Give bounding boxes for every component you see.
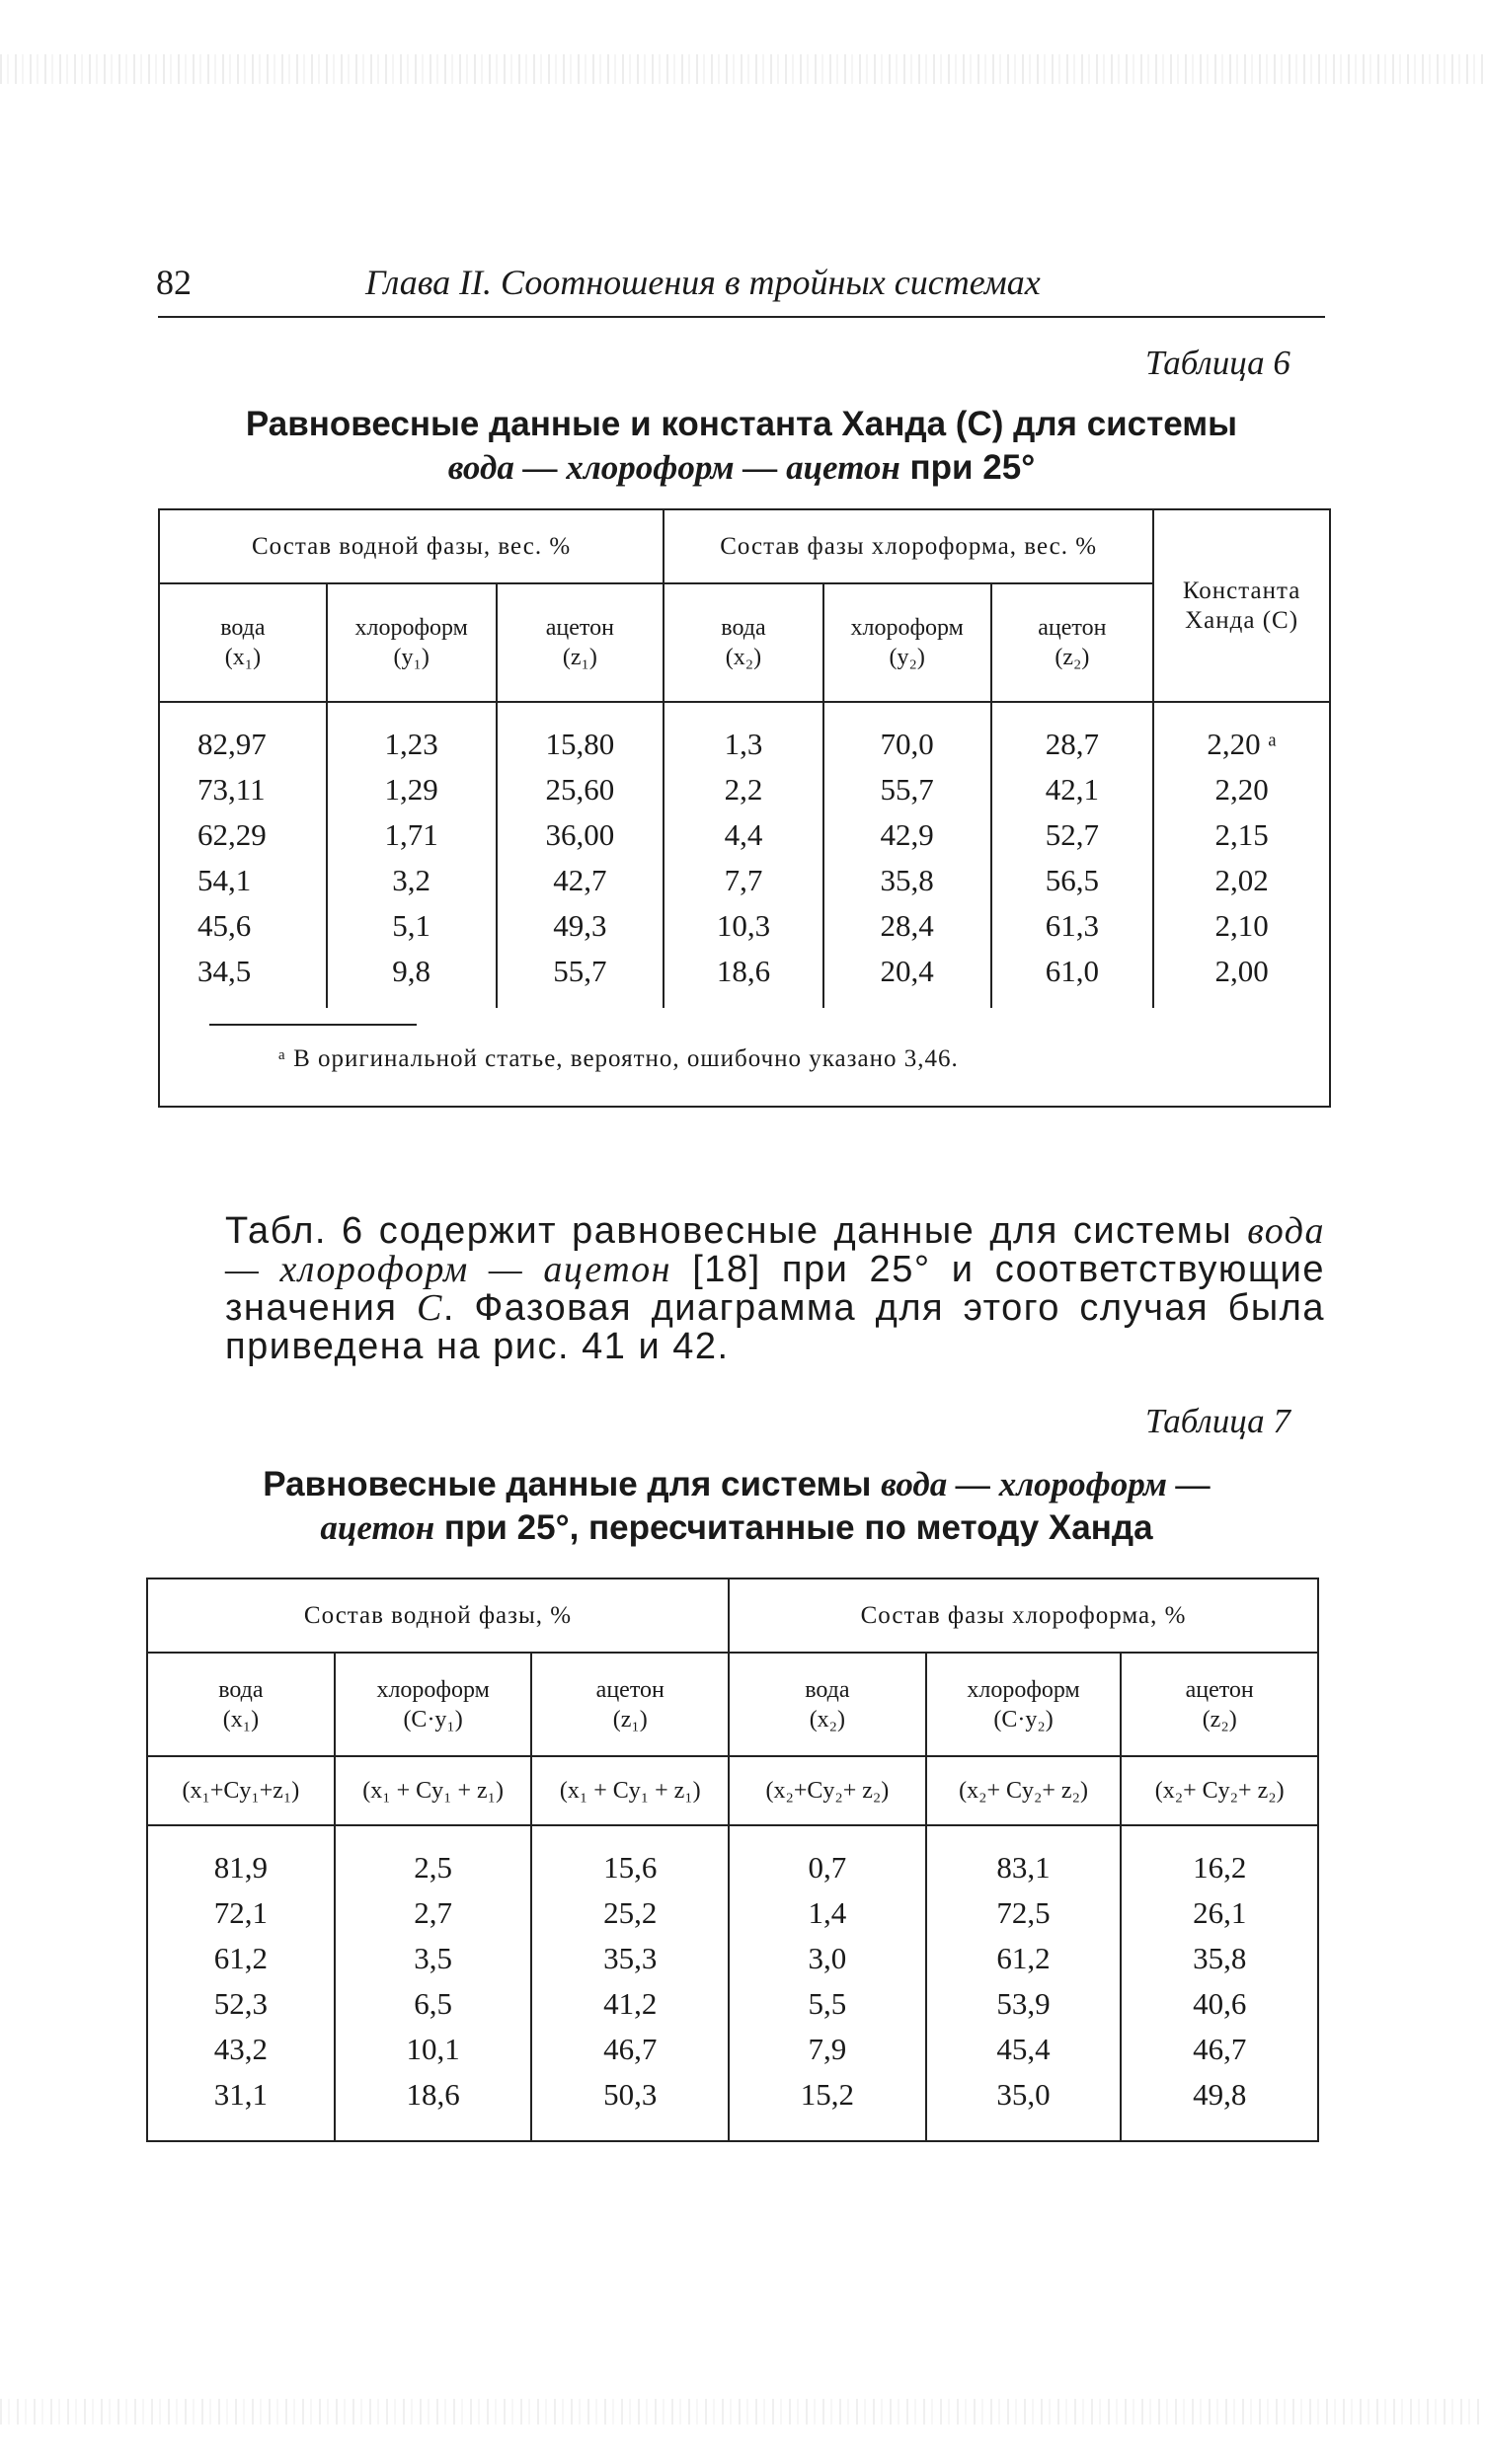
table-row (159, 812, 1330, 858)
table7-title-line2 (148, 1506, 1325, 1550)
table-row (159, 949, 1330, 994)
t7-col-sym: (z₂) (1202, 1706, 1237, 1732)
table-row (147, 2072, 1318, 2118)
t7-col-header (531, 1653, 729, 1756)
t6-cell: 36,00 (497, 812, 664, 858)
t7-col-name: хлороформ (967, 1676, 1080, 1703)
body-paragraph (225, 1212, 1325, 1366)
t6-cell: 82,97 (159, 722, 327, 767)
t6-col-header (664, 583, 823, 702)
t7-cell: 46,7 (1121, 2027, 1318, 2072)
t6-col-name: вода (220, 615, 266, 641)
para-part3: . Фазовая диаграмма для этого случая была приведена на рис. 41 и 42. (225, 1287, 1325, 1367)
table6-title (158, 403, 1325, 490)
t7-cell: 25,2 (531, 1890, 729, 1936)
t7-cell: 31,1 (147, 2072, 335, 2118)
t7-cell: 1,4 (729, 1890, 926, 1936)
scan-noise-top (0, 54, 1485, 84)
t6-cell: 62,29 (159, 812, 327, 858)
t7-title-rest: при 25°, пересчитанные по методу Ханда (434, 1508, 1153, 1547)
t7-cell: 72,5 (926, 1890, 1122, 1936)
table7-label: Таблица 7 (1145, 1402, 1290, 1440)
t7-col-sym: (x₂) (809, 1706, 846, 1732)
t7-cell: 46,7 (531, 2027, 729, 2072)
t6-col-sym: (z₂) (1055, 645, 1090, 670)
t6-col-name: ацетон (545, 615, 614, 641)
t6-col-sym: (x₁) (224, 645, 262, 670)
t7-cell: 2,7 (335, 1890, 532, 1936)
table-row (159, 722, 1330, 767)
t7-col-name: вода (805, 1676, 850, 1703)
t6-cell: 1,29 (327, 767, 497, 812)
t6-cell: 2,20 ᵃ (1153, 722, 1330, 767)
t6-col-sym: (z₁) (562, 645, 597, 670)
t6-cell: 49,3 (497, 903, 664, 949)
t7-cell: 52,3 (147, 1981, 335, 2027)
t7-col-header (729, 1653, 926, 1756)
t7-col-denominator: (x₂+Cy₂+ z₂) (729, 1756, 926, 1825)
t7-cell: 35,0 (926, 2072, 1122, 2118)
table-row (147, 1845, 1318, 1890)
table-row (159, 767, 1330, 812)
t7-cell: 35,8 (1121, 1936, 1318, 1981)
t6-footnote: ᵃ В оригинальной статье, вероятно, ошибочно указано 3,46. (278, 1045, 959, 1072)
t6-cell: 2,15 (1153, 812, 1330, 858)
scan-noise-bottom (0, 2399, 1485, 2425)
t6-group-constant: Константа Ханда (C) (1153, 509, 1330, 702)
t7-col-sym: (C·y₂) (993, 1706, 1054, 1732)
t6-col-name: хлороформ (354, 615, 468, 641)
t6-col-sym: (y₂) (889, 645, 925, 670)
t7-cell: 72,1 (147, 1890, 335, 1936)
t6-cell: 54,1 (159, 858, 327, 903)
t6-cell: 2,00 (1153, 949, 1330, 994)
t7-col-denominator: (x₁+Cy₁+z₁) (147, 1756, 335, 1825)
t7-title-a: Равновесные данные для системы (263, 1465, 882, 1503)
t6-group-chloroform: Состав фазы хлороформа, вес. % (664, 509, 1153, 583)
para-part1: Табл. 6 содержит равновесные данные для системы (225, 1210, 1248, 1252)
t6-col-sym: (x₂) (725, 645, 762, 670)
t6-cell: 4,4 (664, 812, 823, 858)
t7-col-sym: (C·y₁) (403, 1706, 463, 1732)
t7-cell: 7,9 (729, 2027, 926, 2072)
t7-cell: 41,2 (531, 1981, 729, 2027)
table-row (159, 858, 1330, 903)
t7-col-denominator: (x₂+ Cy₂+ z₂) (1121, 1756, 1318, 1825)
table7-title-line1 (148, 1463, 1325, 1506)
t7-group-chloroform: Состав фазы хлороформа, % (729, 1578, 1318, 1653)
t7-cell: 53,9 (926, 1981, 1122, 2027)
t7-group-aqueous: Состав водной фазы, % (147, 1578, 729, 1653)
running-head: Глава II. Соотношения в тройных системах (365, 263, 1041, 302)
t7-cell: 45,4 (926, 2027, 1122, 2072)
t6-cell: 2,02 (1153, 858, 1330, 903)
t7-cell: 15,2 (729, 2072, 926, 2118)
t6-col-header (327, 583, 497, 702)
table-row (159, 903, 1330, 949)
table6-title-temp: при 25° (899, 448, 1036, 487)
t6-cell: 3,2 (327, 858, 497, 903)
t6-group-aqueous: Состав водной фазы, вес. % (159, 509, 664, 583)
t7-cell: 16,2 (1121, 1845, 1318, 1890)
t7-col-name: ацетон (595, 1676, 664, 1703)
t6-cell: 61,3 (991, 903, 1154, 949)
t7-col-name: вода (218, 1676, 264, 1703)
table-row (147, 1936, 1318, 1981)
t7-cell: 61,2 (147, 1936, 335, 1981)
table6-title-system: вода — хлороформ — ацетон (447, 448, 900, 487)
t6-col-header (497, 583, 664, 702)
t6-cell: 25,60 (497, 767, 664, 812)
t6-cell: 70,0 (823, 722, 991, 767)
t6-col-name: вода (721, 615, 766, 641)
t6-cell: 20,4 (823, 949, 991, 994)
t7-cell: 50,3 (531, 2072, 729, 2118)
t7-title-system2: ацетон (320, 1508, 435, 1547)
footnote-rule (209, 1024, 417, 1026)
t7-cell: 35,3 (531, 1936, 729, 1981)
t6-col-header (823, 583, 991, 702)
t7-col-denominator: (x₂+ Cy₂+ z₂) (926, 1756, 1122, 1825)
t6-cell: 2,20 (1153, 767, 1330, 812)
table6-title-line1: Равновесные данные и константа Ханда (C) для системы (245, 405, 1238, 443)
t6-col-sym: (y₁) (393, 645, 430, 670)
t7-cell: 5,5 (729, 1981, 926, 2027)
t6-cell: 61,0 (991, 949, 1154, 994)
table6-title-line2 (158, 446, 1325, 490)
t6-cell: 42,1 (991, 767, 1154, 812)
t6-footnote-cell (159, 1008, 1330, 1107)
t6-cell: 56,5 (991, 858, 1154, 903)
t7-cell: 15,6 (531, 1845, 729, 1890)
table6-label: Таблица 6 (1145, 344, 1290, 382)
t6-cell: 15,80 (497, 722, 664, 767)
t6-cell: 42,7 (497, 858, 664, 903)
t7-col-denominator: (x₁ + Cy₁ + z₁) (531, 1756, 729, 1825)
t7-col-denominator: (x₁ + Cy₁ + z₁) (335, 1756, 532, 1825)
t7-col-header (335, 1653, 532, 1756)
t7-col-name: хлороформ (376, 1676, 490, 1703)
t7-cell: 61,2 (926, 1936, 1122, 1981)
t6-cell: 1,71 (327, 812, 497, 858)
t7-col-header (1121, 1653, 1318, 1756)
t6-cell: 10,3 (664, 903, 823, 949)
t7-cell: 40,6 (1121, 1981, 1318, 2027)
t7-col-header (926, 1653, 1122, 1756)
t6-cell: 7,7 (664, 858, 823, 903)
t6-cell: 52,7 (991, 812, 1154, 858)
t6-col-name: ацетон (1038, 615, 1107, 641)
t6-cell: 5,1 (327, 903, 497, 949)
page-number: 82 (156, 263, 192, 302)
t7-title-system: вода — хлороформ — (881, 1465, 1211, 1503)
t6-cell: 73,11 (159, 767, 327, 812)
t6-cell: 9,8 (327, 949, 497, 994)
table7-title (148, 1463, 1325, 1550)
para-system: вода — хлороформ — ацетон (225, 1210, 1325, 1290)
table-row (147, 1890, 1318, 1936)
t7-cell: 43,2 (147, 2027, 335, 2072)
header-rule (158, 316, 1325, 318)
t6-cell: 18,6 (664, 949, 823, 994)
t7-cell: 10,1 (335, 2027, 532, 2072)
t6-cell: 2,10 (1153, 903, 1330, 949)
t6-col-name: хлороформ (850, 615, 964, 641)
t7-cell: 81,9 (147, 1845, 335, 1890)
t7-cell: 26,1 (1121, 1890, 1318, 1936)
t7-col-sym: (z₁) (612, 1706, 648, 1732)
table-row (147, 2027, 1318, 2072)
t6-cell: 35,8 (823, 858, 991, 903)
t6-cell: 28,7 (991, 722, 1154, 767)
t7-col-header (147, 1653, 335, 1756)
t6-cell: 45,6 (159, 903, 327, 949)
t6-cell: 55,7 (497, 949, 664, 994)
t6-cell: 28,4 (823, 903, 991, 949)
t7-cell: 6,5 (335, 1981, 532, 2027)
t7-cell: 0,7 (729, 1845, 926, 1890)
para-c-symbol: C (416, 1287, 443, 1329)
t7-col-sym: (x₁) (222, 1706, 260, 1732)
t6-cell: 55,7 (823, 767, 991, 812)
t6-col-header (159, 583, 327, 702)
t7-cell: 3,5 (335, 1936, 532, 1981)
t6-col-header (991, 583, 1154, 702)
table-row (147, 1981, 1318, 2027)
t7-cell: 3,0 (729, 1936, 926, 1981)
t7-cell: 49,8 (1121, 2072, 1318, 2118)
t6-cell: 2,2 (664, 767, 823, 812)
t7-cell: 18,6 (335, 2072, 532, 2118)
t6-cell: 1,3 (664, 722, 823, 767)
t7-col-name: ацетон (1185, 1676, 1254, 1703)
t7-cell: 83,1 (926, 1845, 1122, 1890)
t7-cell: 2,5 (335, 1845, 532, 1890)
table7 (146, 1578, 1319, 2142)
t6-cell: 42,9 (823, 812, 991, 858)
t6-cell: 34,5 (159, 949, 327, 994)
table6 (158, 508, 1331, 1108)
t6-cell: 1,23 (327, 722, 497, 767)
para-part2: [18] при 25° и соответствующие значения (225, 1249, 1326, 1329)
